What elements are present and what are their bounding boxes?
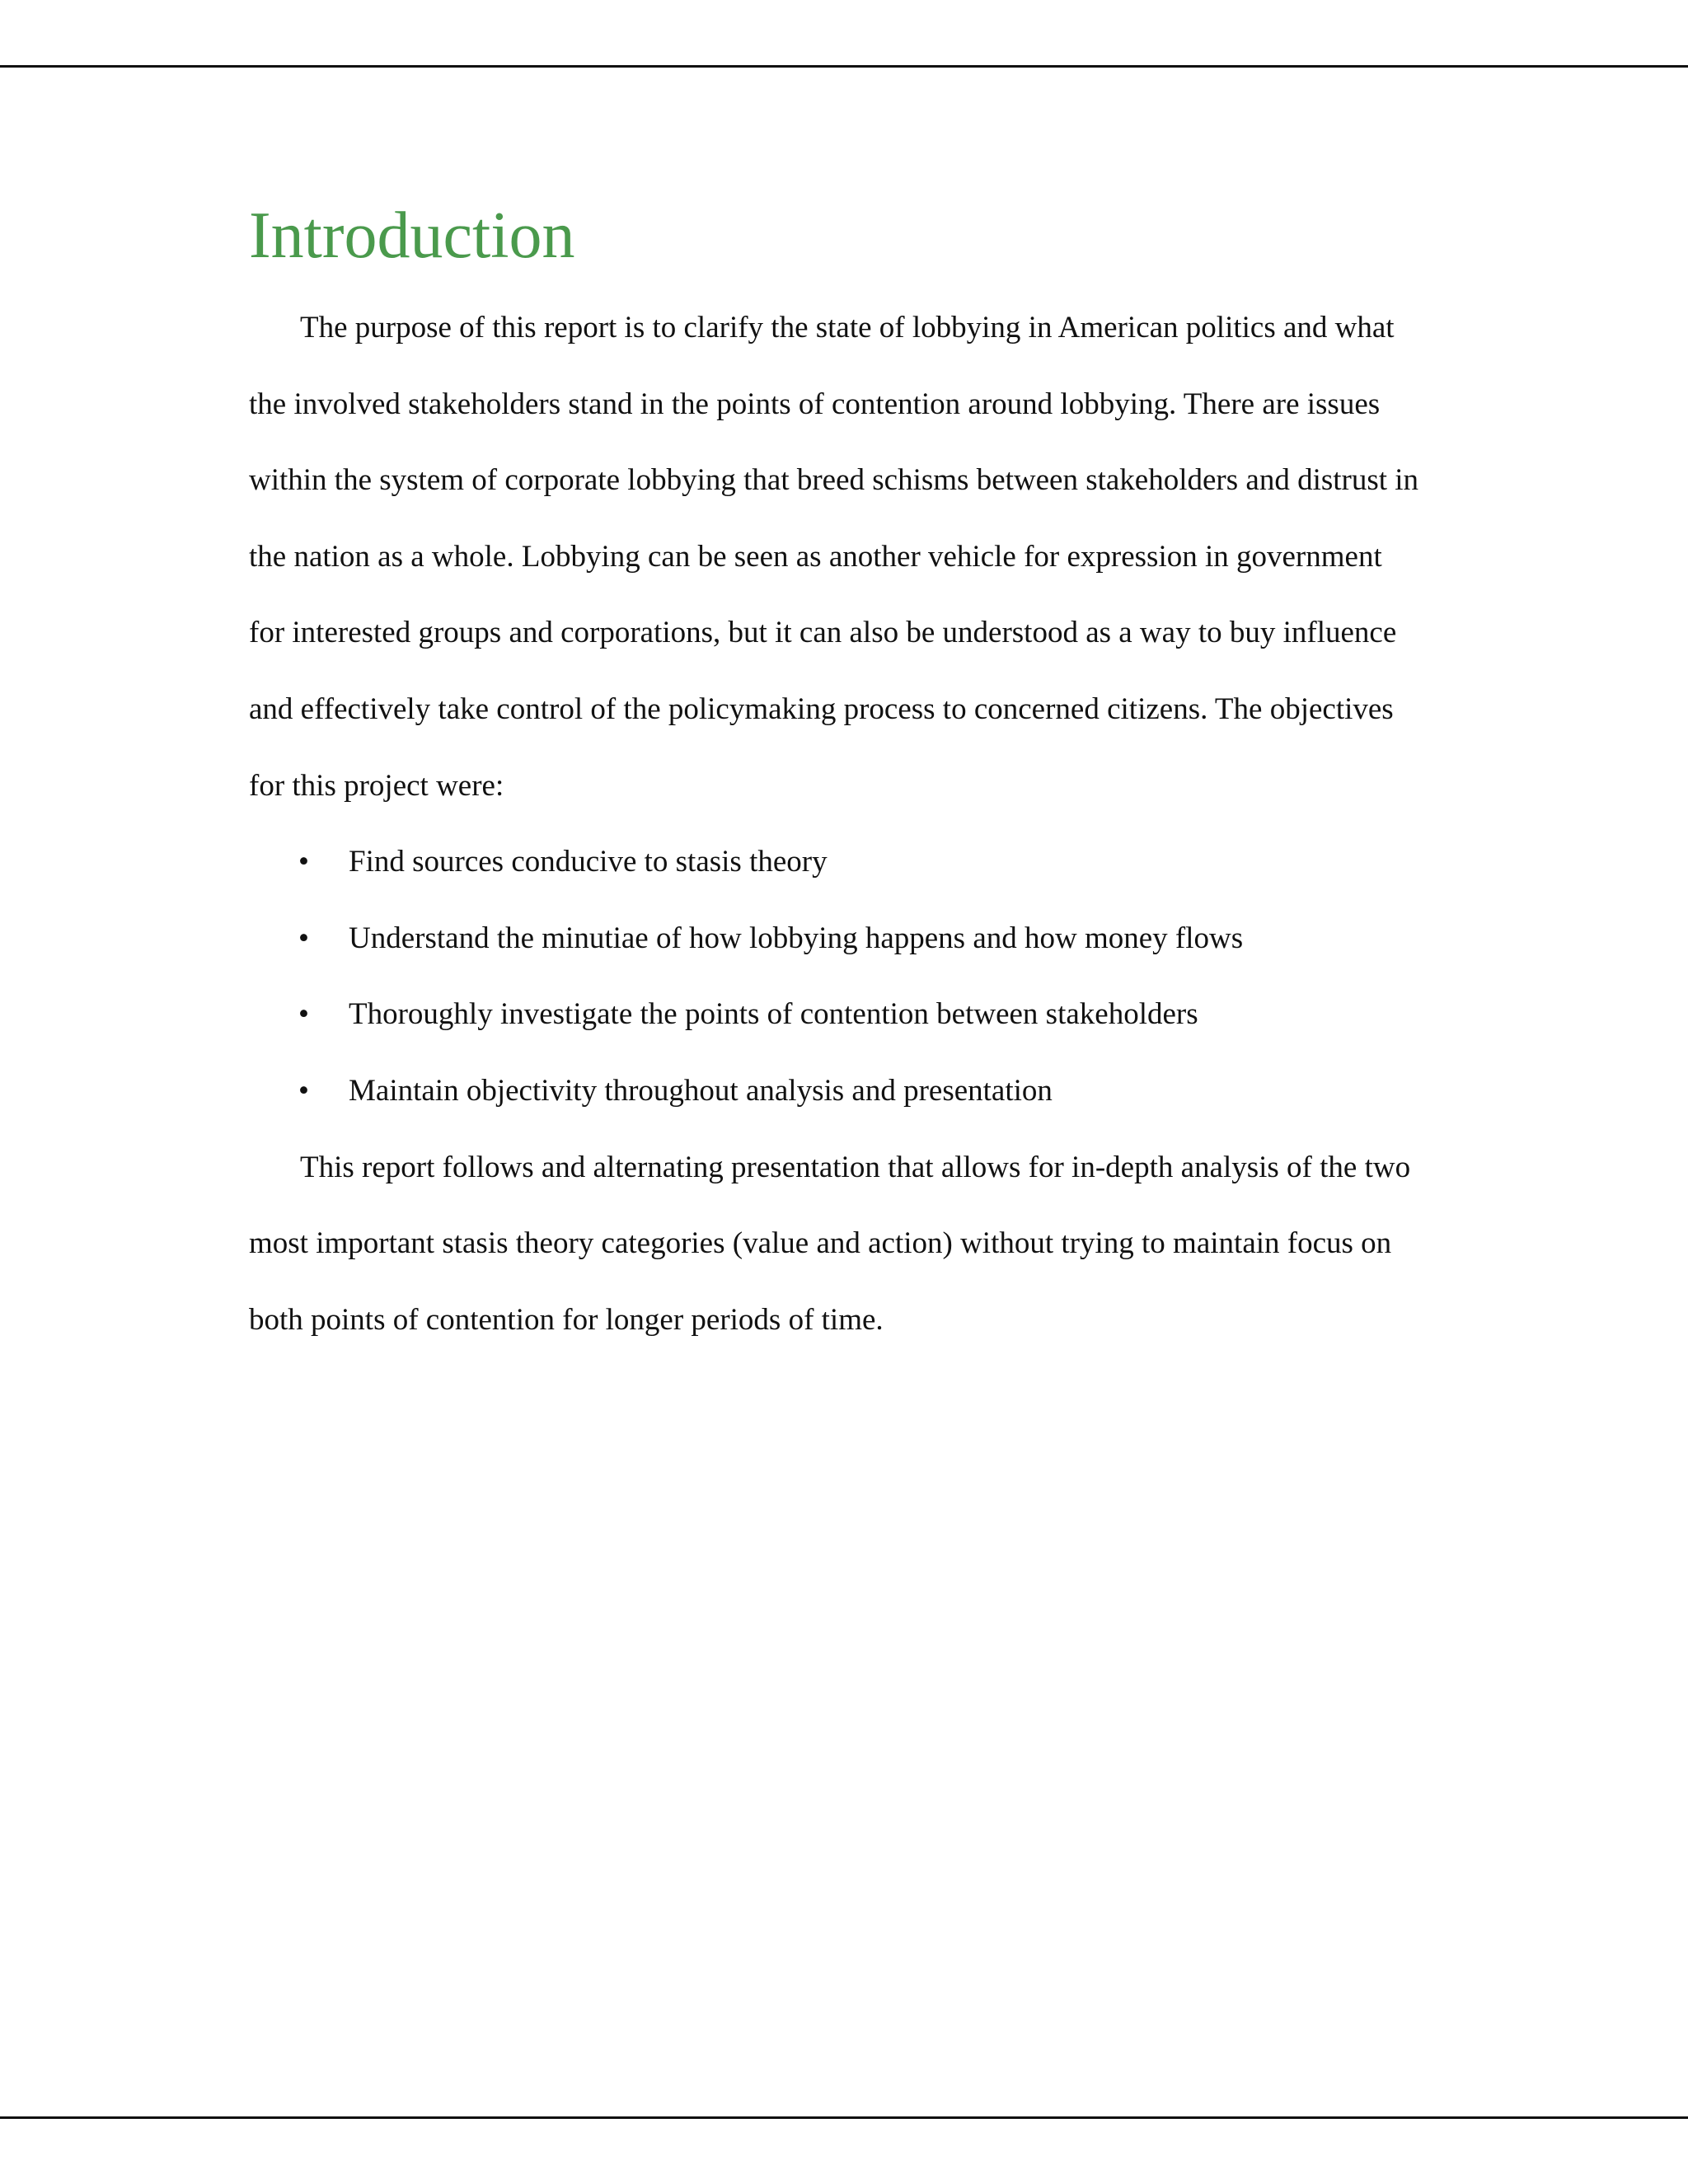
bullet-icon: • [298, 921, 309, 955]
list-item [249, 977, 1419, 1053]
closing-paragraph: This report follows and alternating presentation that allows for in-depth analysis of the two most important stasis theory categories (value and action) without trying to maintain focus on both points of contention for longer periods of time. [249, 1150, 1411, 1337]
header-rule [0, 65, 1688, 68]
footer-rule [0, 2116, 1688, 2119]
list-item [249, 1053, 1419, 1130]
objective-text: Maintain objectivity throughout analysis and presentation [349, 1073, 1053, 1108]
list-item [249, 901, 1419, 977]
section-heading: Introduction [249, 199, 575, 272]
bullet-icon: • [298, 845, 309, 879]
objective-text: Find sources conducive to stasis theory [349, 845, 828, 879]
intro-paragraph: The purpose of this report is to clarify the state of lobbying in American politics and what the involved stakeholders stand in the points of contention around lobbying. There are issues within the system of corporate lobbying that breed schisms between stakeholders and distrust in the nation as a whole. Lobbying can be seen as another vehicle for expression in government for interested groups and corporations, but it can also be understood as a way to buy influence and effectively take control of the policymaking process to concerned citizens. The objectives for this project were: [249, 311, 1419, 803]
bullet-icon: • [298, 997, 309, 1032]
list-item [249, 824, 1419, 901]
bullet-icon: • [298, 1073, 309, 1108]
objective-text: Understand the minutiae of how lobbying happens and how money flows [349, 921, 1244, 955]
objectives-list [249, 824, 1419, 1129]
objective-text: Thoroughly investigate the points of contention between stakeholders [349, 997, 1198, 1032]
page-content [249, 190, 1419, 1358]
